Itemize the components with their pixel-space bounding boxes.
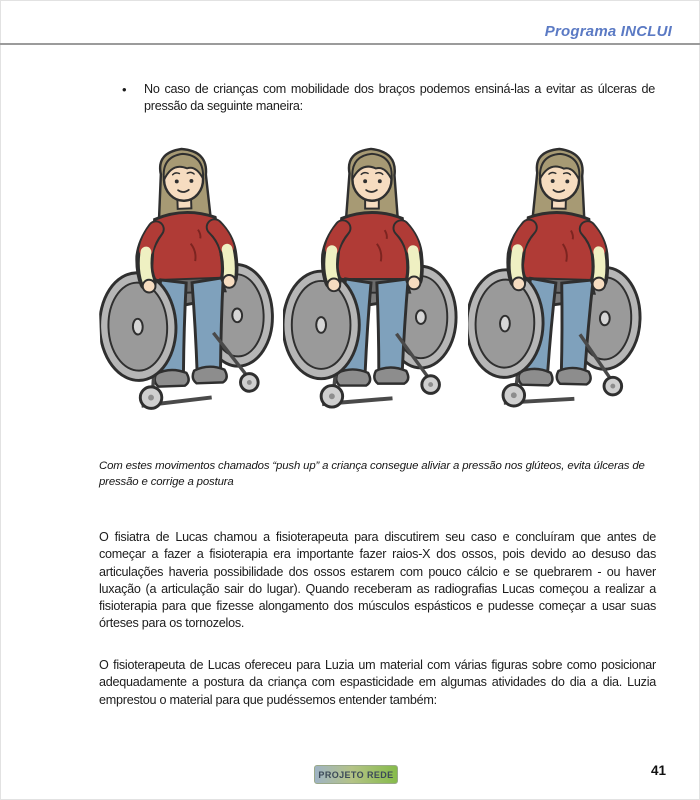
wheelchair-illustration-2	[283, 132, 459, 424]
bullet-list-item	[122, 81, 655, 115]
header-divider	[0, 43, 700, 45]
bullet-marker: •	[122, 82, 127, 97]
page-number: 41	[650, 763, 666, 778]
pushup-figure-row	[98, 132, 644, 432]
figure-caption: Com estes movimentos chamados “push up” a criança consegue aliviar a pressão nos glúteos, evita úlceras de pressão e corrige a postura	[99, 460, 645, 488]
body-paragraph-1: O fisiatra de Lucas chamou a fisioterapeuta para discutirem seu caso e concluíram que antes de começar a fazer a fisioterapia era importante fazer raios-X dos ossos, pois devido ao desuso das articulações haveria possibilidade dos ossos estarem com pouco cálcio e se quebrarem - ou haver luxação (a articulação sair do lugar). Quando receberam as radiografias Lucas começou a realizar a fisioterapia para que fizesse alongamento dos músculos espásticos e pudesse começar a usar suas órteses para os tornozelos.	[99, 530, 656, 631]
page-header-title: Programa INCLUI	[544, 23, 672, 40]
wheelchair-illustration-3	[468, 132, 644, 424]
wheelchair-illustration-1	[98, 132, 274, 424]
projeto-rede-logo: PROJETO REDE	[314, 765, 398, 784]
body-paragraph-2: O fisioterapeuta de Lucas ofereceu para Luzia um material com várias figuras sobre como posicionar adequadamente a postura da criança com espasticidade em algumas atividades do dia a dia. Luzia emprestou o material para que pudéssemos entender também:	[99, 658, 656, 707]
bullet-text: No caso de crianças com mobilidade dos braços podemos ensiná-las a evitar as úlceras de pressão da seguinte maneira:	[144, 82, 655, 113]
